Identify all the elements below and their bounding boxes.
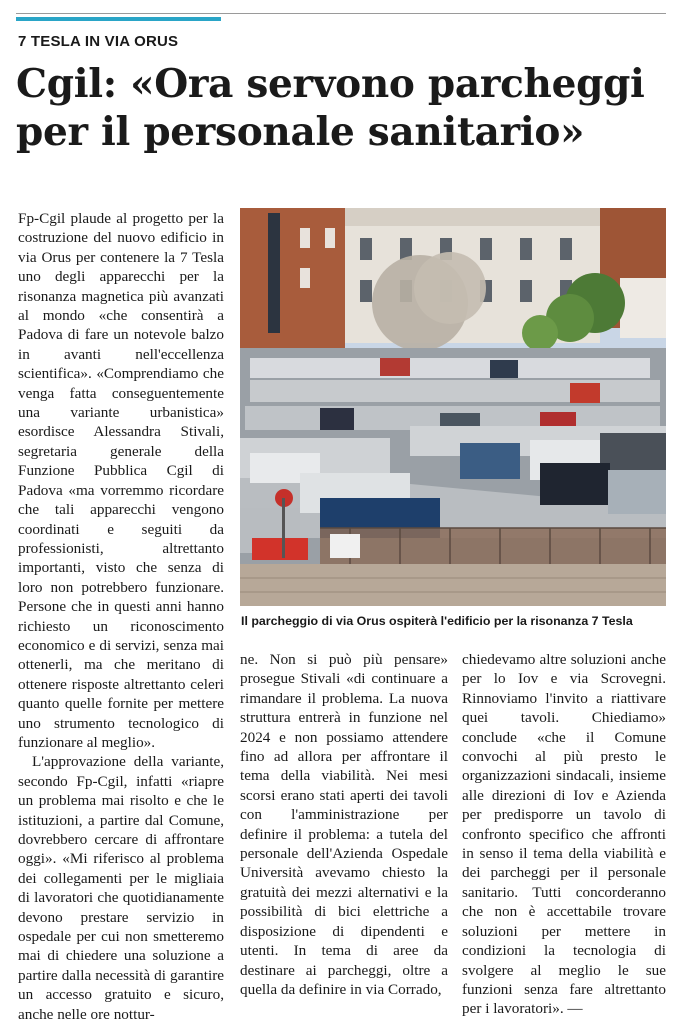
paragraph-2-start: L'approvazione della variante, secondo Fp-Cgil, infatti «riapre un problema mai risolto e che le istituzioni, a partire dal Comune, dovrebbero cercare di affrontare oggi». «Mi riferisco al problema dei collegamenti per le migliaia di lavoratori che quotidianamente devono prestare servizio in ospedale per cui non smetteremo mai di chiedere una soluzione a partire dalla necessità di garantire un accesso gratuito e sicuro, anche nelle ore nottur- xyxy=(18,753,224,1023)
paragraph-1: Fp-Cgil plaude al progetto per la costruzione del nuovo edificio in via Orus per contenere la 7 Tesla uno degli apparecchi per la risonanza magnetica più avanzati al mondo «che consentirà a Padova di fare un notevole balzo in avanti nell'eccellenza scientifica». «Comprendiamo che venga fatta conseguentemente una variante urbanistica» esordisce Alessandra Stivali, segretaria generale della Funzione Pubblica Cgil di Padova «ma vorremmo ricordare che tali apparecchi vengono coordinati e seguiti da professionisti, altrettanto importanti, visto che senza di loro non potrebbero funzionare. Persone che in questi anni hanno richiesto un riconoscimento economico e di servizi, senza mai ottenerli, ma che meritano di ottenere risposte altrettanto celeri quanto quelle fornite per mettere uno strumento tecnologico di funzionare al meglio». xyxy=(18,210,224,751)
headline: Cgil: «Ora servono parcheggi per il personale sanitario» xyxy=(16,61,645,155)
article-column-3 xyxy=(462,650,666,1019)
article-column-1 xyxy=(18,209,224,1024)
article-column-2 xyxy=(240,650,448,999)
kicker: 7 TESLA IN VIA ORUS xyxy=(18,33,179,50)
top-rule xyxy=(16,13,666,14)
section-accent-bar xyxy=(16,17,221,21)
photo-parking-lot-icon xyxy=(240,208,666,606)
photo-caption: Il parcheggio di via Orus ospiterà l'edificio per la risonanza 7 Tesla xyxy=(241,614,633,628)
parking-lot-photo xyxy=(240,208,666,606)
column-3-text: chiedevamo altre soluzioni anche per lo Iov e via Scrovegni. Rinnoviamo l'invito a riattivare quei tavoli. Chiediamo» conclude «che il Comune convochi al più presto le organizzazioni sindacali, insieme alle direzioni di Iov e Azienda per predisporre un tavolo di confronto specifico che affronti in senso il tema della viabilità e dei parcheggi per il personale sanitario. Tutti concorderanno che non è accettabile trovare soluzioni per mettere in condizioni la tecnologia di svolgere al meglio le sue funzioni senza fare altrettanto per i lavoratori». — xyxy=(462,651,666,1018)
column-2-text: ne. Non si può più pensare» prosegue Stivali «di continuare a rimandare il problema. La nuova struttura entrerà in funzione nel 2024 e non possiamo attendere fino ad allora per affrontare il tema della viabilità. Nei mesi scorsi erano stati aperti dei tavoli con l'amministrazione per definire il problema: a tutela del personale dell'Azienda Ospedale Università avevamo chiesto la gratuità dei mezzi alternativi e la possibilità di bici elettriche a disposizione di dipendenti e utenti. In tema di aree da destinare ai parcheggi, oltre a quella da definire in via Corrado, xyxy=(240,651,448,998)
